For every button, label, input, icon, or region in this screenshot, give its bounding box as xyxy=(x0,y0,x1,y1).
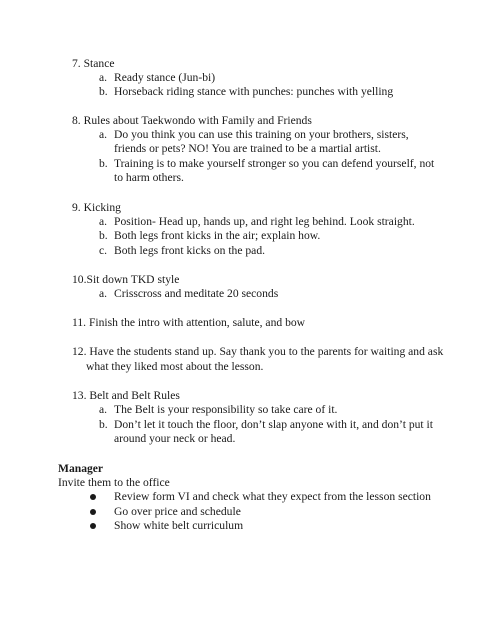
manager-bullet-2: Go over price and schedule xyxy=(114,505,241,518)
bullet-icon xyxy=(90,494,96,500)
item-10a-text: Crisscross and meditate 20 seconds xyxy=(114,287,279,300)
item-8a-marker: a. xyxy=(99,128,108,141)
bullet-icon xyxy=(90,509,96,515)
item-8b-marker: b. xyxy=(99,157,108,170)
item-8a-text-line2: friends or pets? NO! You are trained to be a martial artist. xyxy=(114,142,381,155)
manager-bullet-3: Show white belt curriculum xyxy=(114,519,244,532)
item-13b-text-line1: Don’t let it touch the floor, don’t slap anyone with it, and don’t put it xyxy=(114,418,433,431)
manager-title: Manager xyxy=(58,462,104,475)
item-7a-text: Ready stance (Jun-bi) xyxy=(114,71,216,84)
item-13a-text: The Belt is your responsibility so take care of it. xyxy=(114,403,338,416)
item-9-heading: 9. Kicking xyxy=(72,201,121,214)
item-7a-marker: a. xyxy=(99,71,108,84)
item-7b-text: Horseback riding stance with punches: punches with yelling xyxy=(114,85,394,98)
item-10-heading: 10.Sit down TKD style xyxy=(72,273,180,286)
item-9b-marker: b. xyxy=(99,229,108,242)
item-13-heading: 13. Belt and Belt Rules xyxy=(72,389,180,402)
item-8a-text-line1: Do you think you can use this training on your brothers, sisters, xyxy=(114,128,409,141)
item-12-continuation: what they liked most about the lesson. xyxy=(86,360,264,373)
manager-intro: Invite them to the office xyxy=(58,476,170,489)
item-7-heading: 7. Stance xyxy=(72,57,115,70)
item-8-heading: 8. Rules about Taekwondo with Family and Friends xyxy=(72,114,312,127)
item-12-heading: 12. Have the students stand up. Say thank you to the parents for waiting and ask xyxy=(72,345,444,358)
bullet-icon xyxy=(90,523,96,529)
item-9a-marker: a. xyxy=(99,215,108,228)
item-11-heading: 11. Finish the intro with attention, salute, and bow xyxy=(72,316,306,329)
item-13b-text-line2: around your neck or head. xyxy=(114,432,236,445)
item-13a-marker: a. xyxy=(99,403,108,416)
item-8b-text-line2: to harm others. xyxy=(114,171,184,184)
item-9c-text: Both legs front kicks on the pad. xyxy=(114,244,266,257)
item-10a-marker: a. xyxy=(99,287,108,300)
item-9b-text: Both legs front kicks in the air; explain how. xyxy=(114,229,321,242)
item-9a-text: Position- Head up, hands up, and right leg behind. Look straight. xyxy=(114,215,415,228)
item-9c-marker: c. xyxy=(99,244,108,257)
item-8b-text-line1: Training is to make yourself stronger so you can defend yourself, not xyxy=(114,157,435,170)
item-7b-marker: b. xyxy=(99,85,108,98)
item-13b-marker: b. xyxy=(99,418,108,431)
manager-bullet-1: Review form VI and check what they expect from the lesson section xyxy=(114,490,431,503)
